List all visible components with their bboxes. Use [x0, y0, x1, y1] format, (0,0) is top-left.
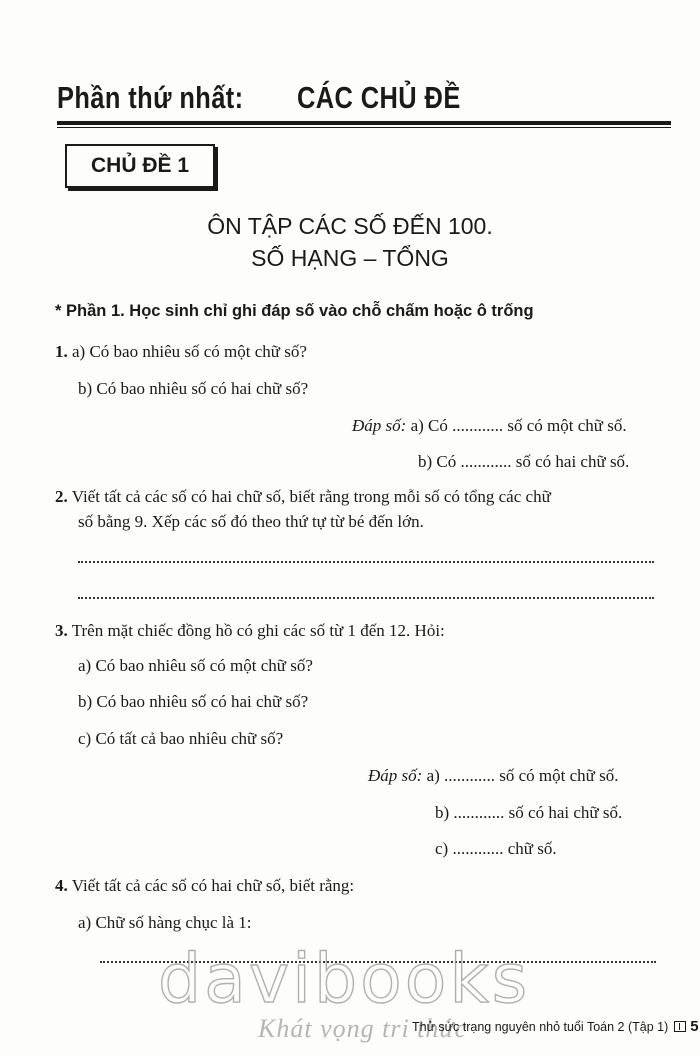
question-2-line-2: số bằng 9. Xếp các số đó theo thứ tự từ bé đến lớn.: [78, 512, 424, 531]
watermark-brand: davibooks: [158, 940, 531, 1019]
answer-label: Đáp số:: [368, 766, 423, 785]
question-3-part-a: a) Có bao nhiêu số có một chữ số?: [78, 656, 313, 675]
question-part: a) Có bao nhiêu số có một chữ số?: [72, 342, 307, 361]
question-3-part-b: b) Có bao nhiêu số có hai chữ số?: [78, 692, 309, 711]
heading-rule-thin: [57, 127, 671, 128]
topic-box: [65, 144, 215, 188]
question-2: [55, 487, 551, 507]
answer-1-b: b) Có ............ số có hai chữ số.: [418, 452, 630, 471]
part-title: CÁC CHỦ ĐỀ: [297, 80, 461, 115]
lesson-title-line-1: ÔN TẬP CÁC SỐ ĐẾN 100.: [207, 213, 493, 239]
answer-line: a) ............ số có một chữ số.: [426, 766, 619, 785]
answer-1-a: [352, 416, 627, 436]
answer-3-b: b) ............ số có hai chữ số.: [435, 803, 623, 822]
section-heading: [55, 302, 534, 321]
question-text: Trên mặt chiếc đồng hồ có ghi các số từ 1 đến 12. Hỏi:: [71, 621, 445, 640]
part-label: Phần thứ nhất:: [57, 80, 244, 115]
answer-label: Đáp số:: [352, 416, 407, 435]
question-text: Viết tất cả các số có hai chữ số, biết rằng trong mỗi số có tổng các chữ: [71, 487, 551, 506]
topic-label: CHỦ ĐỀ 1: [90, 154, 190, 177]
question-text: Viết tất cả các số có hai chữ số, biết rằng:: [71, 876, 355, 895]
question-number: 3.: [55, 621, 68, 640]
answer-dotted-line: [78, 561, 654, 563]
part-heading: [57, 80, 677, 120]
section-bullet: *: [55, 302, 62, 320]
section-text: Phần 1. Học sinh chỉ ghi đáp số vào chỗ chấm hoặc ô trống: [66, 302, 534, 320]
question-number: 2.: [55, 487, 68, 506]
question-3: [55, 621, 445, 641]
heading-rule-thick: [57, 121, 671, 125]
question-number: 4.: [55, 876, 68, 895]
question-number: 1.: [55, 342, 68, 361]
page-number: 5: [690, 1018, 699, 1035]
question-4: [55, 876, 354, 896]
lesson-title-line-2: SỐ HẠNG – TỔNG: [251, 245, 449, 271]
footer-book-title: Thử sức trạng nguyên nhỏ tuổi Toán 2 (Tập 1): [412, 1020, 669, 1034]
question-1: [55, 342, 307, 362]
question-3-part-c: c) Có tất cả bao nhiêu chữ số?: [78, 729, 284, 748]
answer-dotted-line: [78, 597, 654, 599]
answer-3-c: c) ............ chữ số.: [435, 839, 557, 858]
question-4-part-a: a) Chữ số hàng chục là 1:: [78, 913, 252, 932]
page-footer: [412, 1018, 699, 1035]
watermark-slogan: Khát vọng tri thức: [258, 1014, 468, 1043]
book-icon: [674, 1021, 686, 1032]
question-1-part-b: b) Có bao nhiêu số có hai chữ số?: [78, 379, 309, 398]
answer-line: a) Có ............ số có một chữ số.: [410, 416, 627, 435]
answer-3-a: [368, 766, 619, 786]
